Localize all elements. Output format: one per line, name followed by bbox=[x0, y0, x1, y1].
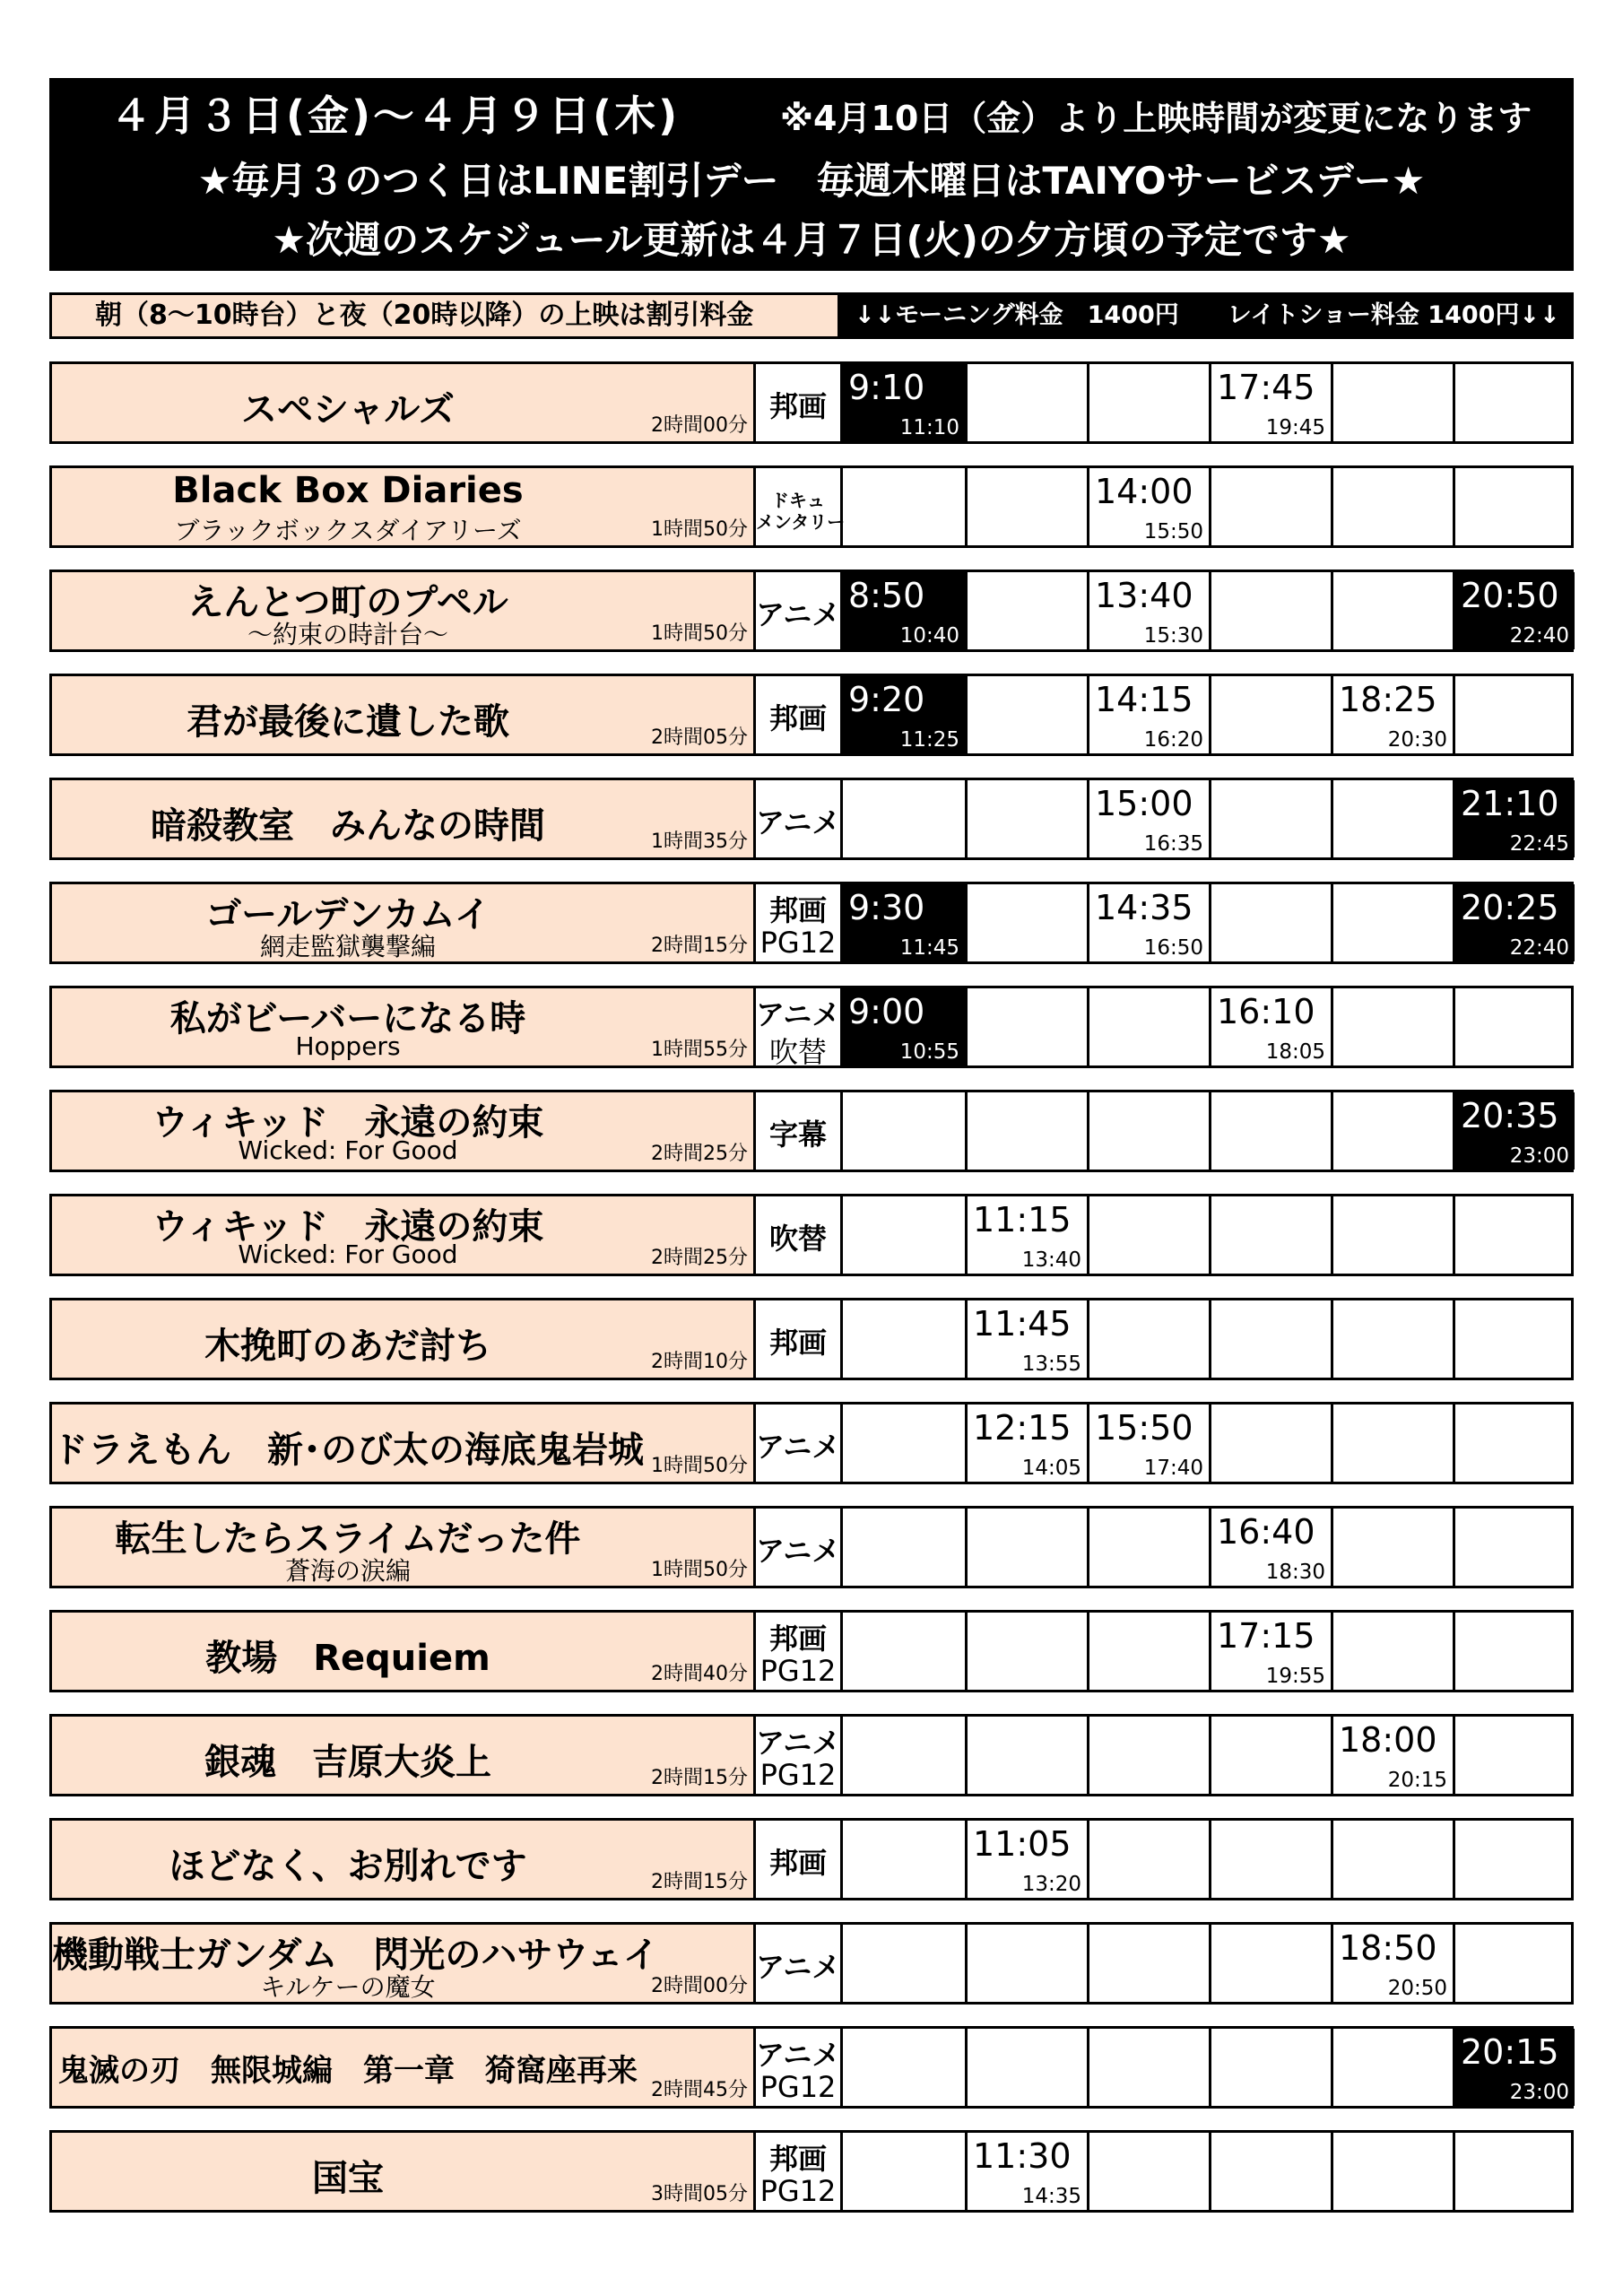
showtime-slot bbox=[1453, 1509, 1575, 1586]
showtime-slot bbox=[965, 1925, 1087, 2002]
showtime-end: 20:30 bbox=[1387, 728, 1447, 752]
showtime-slot bbox=[1331, 1092, 1453, 1170]
showtime-start: 17:15 bbox=[1217, 1616, 1315, 1656]
movie-row bbox=[49, 465, 1574, 548]
movie-subtitle: Wicked: For Good bbox=[238, 1135, 458, 1165]
movie-type: 邦画 bbox=[768, 2142, 827, 2176]
movie-type-cell bbox=[756, 1613, 843, 1690]
movie-subtitle: キルケーの魔女 bbox=[260, 1972, 436, 2002]
showtime-slot bbox=[843, 2133, 965, 2210]
showtime-slot bbox=[1331, 884, 1453, 961]
showtime-slot bbox=[1209, 988, 1331, 1065]
movie-duration: 2時間15分 bbox=[651, 1871, 748, 1893]
movie-duration: 1時間35分 bbox=[651, 831, 748, 853]
showtime-slot bbox=[843, 1300, 965, 1378]
movie-row bbox=[49, 986, 1574, 1068]
movie-title: 教場 Requiem bbox=[205, 1638, 490, 1679]
movie-type: アニメ bbox=[756, 597, 841, 631]
showtime-slot bbox=[965, 676, 1087, 753]
showtime-slot bbox=[1453, 884, 1575, 961]
showtime-slot bbox=[1087, 1405, 1209, 1482]
movie-type: 邦画 bbox=[768, 1622, 827, 1656]
showtime-slot bbox=[843, 1092, 965, 1170]
showtime-end: 15:30 bbox=[1143, 624, 1203, 648]
movie-type-cell bbox=[756, 468, 846, 545]
showtime-slot bbox=[965, 2133, 1087, 2210]
showtime-slot bbox=[1087, 1196, 1209, 1274]
showtime-slot bbox=[1331, 2133, 1453, 2210]
movie-type: アニメ bbox=[756, 997, 841, 1031]
movie-title-cell bbox=[52, 1613, 756, 1690]
showtime-slot bbox=[843, 1925, 965, 2002]
movie-type: ドキュ bbox=[771, 490, 825, 511]
movie-type-cell bbox=[756, 1092, 843, 1170]
showtime-start: 20:50 bbox=[1461, 576, 1559, 615]
showtime-end: 18:30 bbox=[1265, 1561, 1325, 1584]
showtime-slot bbox=[1453, 572, 1575, 649]
movie-title-cell bbox=[52, 572, 756, 649]
showtime-slot bbox=[1087, 572, 1209, 649]
showtime-slot bbox=[1453, 364, 1575, 441]
showtime-slot bbox=[1209, 1717, 1331, 1794]
showtime-slot bbox=[843, 780, 965, 857]
showtime-slot bbox=[965, 988, 1087, 1065]
showtime-slot bbox=[1453, 1196, 1575, 1274]
showtime-slot bbox=[1331, 1405, 1453, 1482]
movie-subtitle: ～約束の時計台～ bbox=[247, 620, 448, 649]
movie-duration: 3時間05分 bbox=[651, 2183, 748, 2205]
movie-type: メンタリー bbox=[756, 511, 846, 533]
showtime-slot bbox=[1453, 1092, 1575, 1170]
showtime-slot bbox=[843, 1717, 965, 1794]
movie-duration: 2時間00分 bbox=[651, 414, 748, 437]
movie-row bbox=[49, 1506, 1574, 1588]
movie-title: 君が最後に遺した歌 bbox=[187, 701, 509, 743]
movie-rating: 吹替 bbox=[768, 1035, 827, 1069]
movie-type-cell bbox=[756, 572, 843, 649]
showtime-end: 10:40 bbox=[899, 624, 959, 648]
showtime-end: 11:25 bbox=[899, 728, 959, 752]
movie-row bbox=[49, 1402, 1574, 1484]
showtime-slot bbox=[965, 572, 1087, 649]
showtime-start: 15:00 bbox=[1095, 784, 1193, 823]
movie-duration: 2時間25分 bbox=[651, 1247, 748, 1269]
movie-subtitle: Wicked: For Good bbox=[238, 1239, 458, 1269]
movie-type: 邦画 bbox=[768, 701, 827, 735]
showtime-slot bbox=[965, 1717, 1087, 1794]
movie-title-cell bbox=[52, 2029, 756, 2106]
showtime-slot bbox=[1453, 1717, 1575, 1794]
showtime-slot bbox=[1209, 1509, 1331, 1586]
movie-type-cell bbox=[756, 1821, 843, 1898]
showtime-slot bbox=[965, 1092, 1087, 1170]
showtime-slot bbox=[965, 364, 1087, 441]
showtime-end: 20:15 bbox=[1387, 1769, 1447, 1792]
movie-type-cell bbox=[756, 1405, 843, 1482]
showtime-slot bbox=[1209, 2029, 1331, 2106]
showtime-start: 12:15 bbox=[973, 1408, 1072, 1448]
movie-type-cell bbox=[756, 364, 843, 441]
movie-row bbox=[49, 570, 1574, 652]
showtime-start: 9:10 bbox=[848, 368, 925, 407]
showtime-slot bbox=[1087, 676, 1209, 753]
movie-title: スペシャルズ bbox=[241, 389, 455, 430]
discount-time-note: 朝（8～10時台）と夜（20時以降）の上映は割引料金 bbox=[49, 292, 840, 339]
movie-type-cell bbox=[756, 988, 843, 1069]
movie-type-cell bbox=[756, 1196, 843, 1274]
movie-title: ウィキッド 永遠の約束 bbox=[152, 1206, 544, 1248]
movie-row bbox=[49, 361, 1574, 444]
movie-type: アニメ bbox=[756, 1534, 841, 1568]
showtime-slot bbox=[1453, 1405, 1575, 1482]
movie-rating: PG12 bbox=[759, 2174, 837, 2208]
showtime-slot bbox=[1087, 1821, 1209, 1898]
movie-type-cell bbox=[756, 1509, 843, 1586]
showtime-slot bbox=[1087, 2029, 1209, 2106]
movie-title: 木挽町のあだ討ち bbox=[204, 1326, 491, 1367]
showtime-slot bbox=[1087, 2133, 1209, 2210]
showtime-slot bbox=[1331, 572, 1453, 649]
showtime-slot bbox=[1453, 1613, 1575, 1690]
showtime-end: 10:55 bbox=[899, 1040, 959, 1064]
showtime-end: 22:40 bbox=[1509, 936, 1569, 960]
showtime-start: 14:35 bbox=[1095, 888, 1193, 927]
price-note: ↓↓モーニング料金 1400円 レイトショー料金 1400円↓↓ bbox=[840, 292, 1574, 339]
showtime-end: 19:45 bbox=[1265, 416, 1325, 439]
schedule-header bbox=[49, 78, 1574, 271]
showtime-slot bbox=[843, 884, 965, 961]
movie-title-cell bbox=[52, 1405, 756, 1482]
showtime-slot bbox=[965, 884, 1087, 961]
movie-type: アニメ bbox=[756, 2038, 841, 2072]
showtime-start: 9:30 bbox=[848, 888, 925, 927]
movie-title-cell bbox=[52, 676, 756, 753]
showtime-end: 20:50 bbox=[1387, 1977, 1447, 2000]
movie-title-cell bbox=[52, 884, 756, 961]
showtime-slot bbox=[1087, 988, 1209, 1065]
discount-day-notice: ★毎月３のつく日はLINE割引デー 毎週木曜日はTAIYOサービスデー★ bbox=[197, 159, 1426, 203]
movie-title-cell bbox=[52, 1821, 756, 1898]
showtime-slot bbox=[965, 1405, 1087, 1482]
showtime-slot bbox=[1331, 1196, 1453, 1274]
movie-duration: 2時間00分 bbox=[651, 1975, 748, 1997]
movie-duration: 1時間50分 bbox=[651, 1559, 748, 1581]
movie-type-cell bbox=[756, 780, 843, 857]
showtime-slot bbox=[1087, 884, 1209, 961]
showtime-slot bbox=[1209, 468, 1331, 545]
movie-type-cell bbox=[756, 1925, 843, 2002]
schedule-change-notice: ※4月10日（金）より上映時間が変更になります bbox=[780, 99, 1532, 138]
movie-title-cell bbox=[52, 988, 756, 1065]
showtime-slot bbox=[843, 676, 965, 753]
showtime-slot bbox=[1209, 1613, 1331, 1690]
showtime-slot bbox=[843, 572, 965, 649]
showtime-end: 11:10 bbox=[899, 416, 959, 439]
showtime-start: 11:05 bbox=[973, 1824, 1072, 1864]
movie-title-cell bbox=[52, 1092, 756, 1170]
showtime-start: 18:25 bbox=[1339, 680, 1437, 719]
movie-subtitle: 網走監獄襲撃編 bbox=[259, 932, 436, 961]
showtime-start: 11:45 bbox=[973, 1304, 1072, 1344]
movie-rating: PG12 bbox=[759, 926, 837, 960]
showtime-slot bbox=[965, 780, 1087, 857]
showtime-slot bbox=[1209, 780, 1331, 857]
showtime-slot bbox=[965, 2029, 1087, 2106]
showtime-slot bbox=[1209, 1405, 1331, 1482]
showtime-slot bbox=[1209, 1300, 1331, 1378]
movie-row bbox=[49, 1922, 1574, 2005]
movie-row bbox=[49, 1194, 1574, 1276]
movie-row bbox=[49, 1298, 1574, 1380]
showtime-slot bbox=[965, 1821, 1087, 1898]
showtime-end: 23:00 bbox=[1509, 1144, 1569, 1168]
showtime-slot bbox=[965, 1509, 1087, 1586]
showtime-start: 20:25 bbox=[1461, 888, 1559, 927]
movie-title: えんとつ町のプペル bbox=[187, 582, 508, 623]
showtime-slot bbox=[1087, 1092, 1209, 1170]
movie-title-cell bbox=[52, 364, 756, 441]
movie-type-cell bbox=[756, 676, 843, 753]
movie-row bbox=[49, 2130, 1574, 2213]
showtime-slot bbox=[1331, 1613, 1453, 1690]
showtime-slot bbox=[1453, 468, 1575, 545]
showtime-slot bbox=[1331, 988, 1453, 1065]
showtime-end: 16:50 bbox=[1143, 936, 1203, 960]
movie-title-cell bbox=[52, 1196, 756, 1274]
showtime-start: 20:15 bbox=[1461, 2032, 1559, 2072]
showtime-start: 17:45 bbox=[1217, 368, 1315, 407]
showtime-slot bbox=[843, 1196, 965, 1274]
movie-type-cell bbox=[756, 2029, 843, 2106]
movie-title: 暗殺教室 みんなの時間 bbox=[151, 805, 545, 847]
showtime-start: 14:15 bbox=[1095, 680, 1193, 719]
movie-subtitle: ブラックボックスダイアリーズ bbox=[174, 516, 522, 545]
movie-subtitle: Hoppers bbox=[295, 1031, 401, 1061]
showtime-end: 19:55 bbox=[1265, 1665, 1325, 1688]
showtime-slot bbox=[1209, 2133, 1331, 2210]
movie-type: 字幕 bbox=[768, 1118, 827, 1152]
movie-type: アニメ bbox=[756, 1950, 841, 1984]
movie-row bbox=[49, 1090, 1574, 1172]
showtime-slot bbox=[1209, 676, 1331, 753]
movie-row bbox=[49, 1818, 1574, 1900]
showtime-slot bbox=[843, 2029, 965, 2106]
movie-title: ほどなく、お別れです bbox=[169, 1846, 527, 1887]
showtime-slot bbox=[1453, 2133, 1575, 2210]
movie-type-cell bbox=[756, 884, 843, 961]
movie-rating: PG12 bbox=[759, 2070, 837, 2104]
showtime-slot bbox=[1087, 468, 1209, 545]
movie-row bbox=[49, 674, 1574, 756]
movie-rating: PG12 bbox=[759, 1654, 837, 1688]
showtime-end: 13:55 bbox=[1021, 1352, 1081, 1376]
movie-subtitle: 蒼海の涙編 bbox=[284, 1556, 411, 1586]
showtime-slot bbox=[843, 364, 965, 441]
showtime-slot bbox=[1331, 364, 1453, 441]
movie-title: 銀魂 吉原大炎上 bbox=[204, 1742, 491, 1783]
showtime-end: 15:50 bbox=[1143, 520, 1203, 544]
movie-duration: 1時間50分 bbox=[651, 518, 748, 541]
showtime-slot bbox=[1331, 1925, 1453, 2002]
showtime-end: 13:40 bbox=[1021, 1248, 1081, 1272]
showtime-slot bbox=[1209, 572, 1331, 649]
showtime-slot bbox=[1331, 780, 1453, 857]
showtime-end: 16:35 bbox=[1143, 832, 1203, 856]
movie-title: ウィキッド 永遠の約束 bbox=[152, 1102, 544, 1144]
showtime-slot bbox=[1209, 884, 1331, 961]
showtime-slot bbox=[965, 1196, 1087, 1274]
showtime-slot bbox=[1331, 1821, 1453, 1898]
movie-duration: 2時間15分 bbox=[651, 935, 748, 957]
movie-type: 邦画 bbox=[768, 1846, 827, 1880]
showtime-slot bbox=[1331, 2029, 1453, 2106]
movie-duration: 2時間05分 bbox=[651, 726, 748, 749]
showtime-slot bbox=[1087, 1925, 1209, 2002]
showtime-slot bbox=[843, 1405, 965, 1482]
showtime-start: 11:15 bbox=[973, 1200, 1072, 1239]
showtime-start: 15:50 bbox=[1095, 1408, 1193, 1448]
showtime-start: 21:10 bbox=[1461, 784, 1559, 823]
movie-title-cell bbox=[52, 1509, 756, 1586]
showtime-slot bbox=[965, 468, 1087, 545]
showtime-start: 9:20 bbox=[848, 680, 925, 719]
movie-row bbox=[49, 2026, 1574, 2109]
showtime-slot bbox=[1087, 1300, 1209, 1378]
movie-title-cell bbox=[52, 1717, 756, 1794]
movie-title-cell bbox=[52, 468, 756, 545]
movie-row bbox=[49, 1714, 1574, 1796]
movie-duration: 2時間25分 bbox=[651, 1143, 748, 1165]
showtime-slot bbox=[1087, 364, 1209, 441]
showtime-slot bbox=[1331, 468, 1453, 545]
movie-title: 機動戦士ガンダム 閃光のハサウェイ bbox=[52, 1935, 659, 1976]
showtime-slot bbox=[843, 1509, 965, 1586]
showtime-end: 13:20 bbox=[1021, 1873, 1081, 1896]
showtime-start: 16:40 bbox=[1217, 1512, 1315, 1552]
showtime-slot bbox=[1453, 988, 1575, 1065]
showtime-start: 14:00 bbox=[1095, 472, 1193, 511]
showtime-start: 16:10 bbox=[1217, 992, 1315, 1031]
movie-title: 国宝 bbox=[312, 2158, 384, 2199]
movie-duration: 1時間55分 bbox=[651, 1039, 748, 1061]
showtime-slot bbox=[1087, 1509, 1209, 1586]
showtime-slot bbox=[1209, 1196, 1331, 1274]
showtime-start: 18:50 bbox=[1339, 1928, 1437, 1968]
movie-duration: 2時間15分 bbox=[651, 1767, 748, 1789]
showtime-end: 14:35 bbox=[1021, 2185, 1081, 2208]
movie-type: 邦画 bbox=[768, 1326, 827, 1360]
showtime-end: 16:20 bbox=[1143, 728, 1203, 752]
showtime-slot bbox=[1331, 676, 1453, 753]
movie-title: ドラえもん 新･のび太の海底鬼岩城 bbox=[52, 1430, 644, 1471]
movie-duration: 2時間40分 bbox=[651, 1663, 748, 1685]
movie-title-cell bbox=[52, 1925, 756, 2002]
movie-duration: 2時間45分 bbox=[651, 2079, 748, 2101]
movie-row bbox=[49, 882, 1574, 964]
showtime-slot bbox=[1331, 1509, 1453, 1586]
movie-type: アニメ bbox=[756, 1726, 841, 1760]
movie-row bbox=[49, 1610, 1574, 1692]
movie-title: Black Box Diaries bbox=[172, 470, 524, 511]
movie-title: 私がビーバーになる時 bbox=[169, 998, 526, 1039]
showtime-slot bbox=[1209, 364, 1331, 441]
movie-title-cell bbox=[52, 1300, 756, 1378]
showtime-start: 18:00 bbox=[1339, 1720, 1437, 1760]
showtime-end: 23:00 bbox=[1509, 2081, 1569, 2104]
showtime-slot bbox=[1209, 1925, 1331, 2002]
showtime-slot bbox=[1453, 1300, 1575, 1378]
showtime-end: 17:40 bbox=[1143, 1457, 1203, 1480]
movie-type-cell bbox=[756, 1300, 843, 1378]
showtime-slot bbox=[1087, 780, 1209, 857]
movie-row bbox=[49, 778, 1574, 860]
movie-type-cell bbox=[756, 1717, 843, 1794]
showtime-slot bbox=[1087, 1717, 1209, 1794]
showtime-start: 9:00 bbox=[848, 992, 925, 1031]
showtime-end: 22:45 bbox=[1509, 832, 1569, 856]
movie-type: 邦画 bbox=[768, 389, 827, 423]
showtime-slot bbox=[843, 1821, 965, 1898]
showtime-slot bbox=[843, 1613, 965, 1690]
showtime-slot bbox=[843, 988, 965, 1065]
date-range-title: ４月３日(金)～４月９日(木) bbox=[110, 91, 681, 140]
showtime-start: 8:50 bbox=[848, 576, 925, 615]
showtime-slot bbox=[1453, 1821, 1575, 1898]
movie-type: アニメ bbox=[756, 1430, 841, 1464]
showtime-slot bbox=[1209, 1821, 1331, 1898]
showtime-slot bbox=[843, 468, 965, 545]
showtime-slot bbox=[1087, 1613, 1209, 1690]
movie-title-cell bbox=[52, 2133, 756, 2210]
movie-type-cell bbox=[756, 2133, 843, 2210]
showtime-start: 11:30 bbox=[973, 2136, 1072, 2176]
showtime-slot bbox=[1453, 676, 1575, 753]
movie-type: アニメ bbox=[756, 805, 841, 839]
showtime-slot bbox=[1331, 1717, 1453, 1794]
next-update-notice: ★次週のスケジュール更新は４月７日(火)の夕方頃の予定です★ bbox=[272, 218, 1351, 262]
movie-type: 吹替 bbox=[768, 1222, 827, 1256]
showtime-end: 11:45 bbox=[899, 936, 959, 960]
showtime-start: 20:35 bbox=[1461, 1096, 1559, 1135]
movie-title-cell bbox=[52, 780, 756, 857]
showtime-slot bbox=[965, 1300, 1087, 1378]
showtime-slot bbox=[1209, 1092, 1331, 1170]
movie-duration: 1時間50分 bbox=[651, 622, 748, 645]
movie-title: ゴールデンカムイ bbox=[205, 894, 490, 935]
movie-title: 鬼滅の刃 無限城編 第一章 猗窩座再来 bbox=[58, 2053, 638, 2089]
movie-duration: 1時間50分 bbox=[651, 1455, 748, 1477]
movie-title: 転生したらスライムだった件 bbox=[115, 1518, 581, 1560]
showtime-end: 22:40 bbox=[1509, 624, 1569, 648]
showtime-end: 14:05 bbox=[1021, 1457, 1081, 1480]
movie-duration: 2時間10分 bbox=[651, 1351, 748, 1373]
showtime-start: 13:40 bbox=[1095, 576, 1193, 615]
movie-rating: PG12 bbox=[759, 1758, 837, 1792]
showtime-slot bbox=[1453, 2029, 1575, 2106]
showtime-slot bbox=[1453, 780, 1575, 857]
movie-type: 邦画 bbox=[768, 893, 827, 927]
showtime-slot bbox=[1331, 1300, 1453, 1378]
showtime-slot bbox=[965, 1613, 1087, 1690]
showtime-end: 18:05 bbox=[1265, 1040, 1325, 1064]
showtime-slot bbox=[1453, 1925, 1575, 2002]
